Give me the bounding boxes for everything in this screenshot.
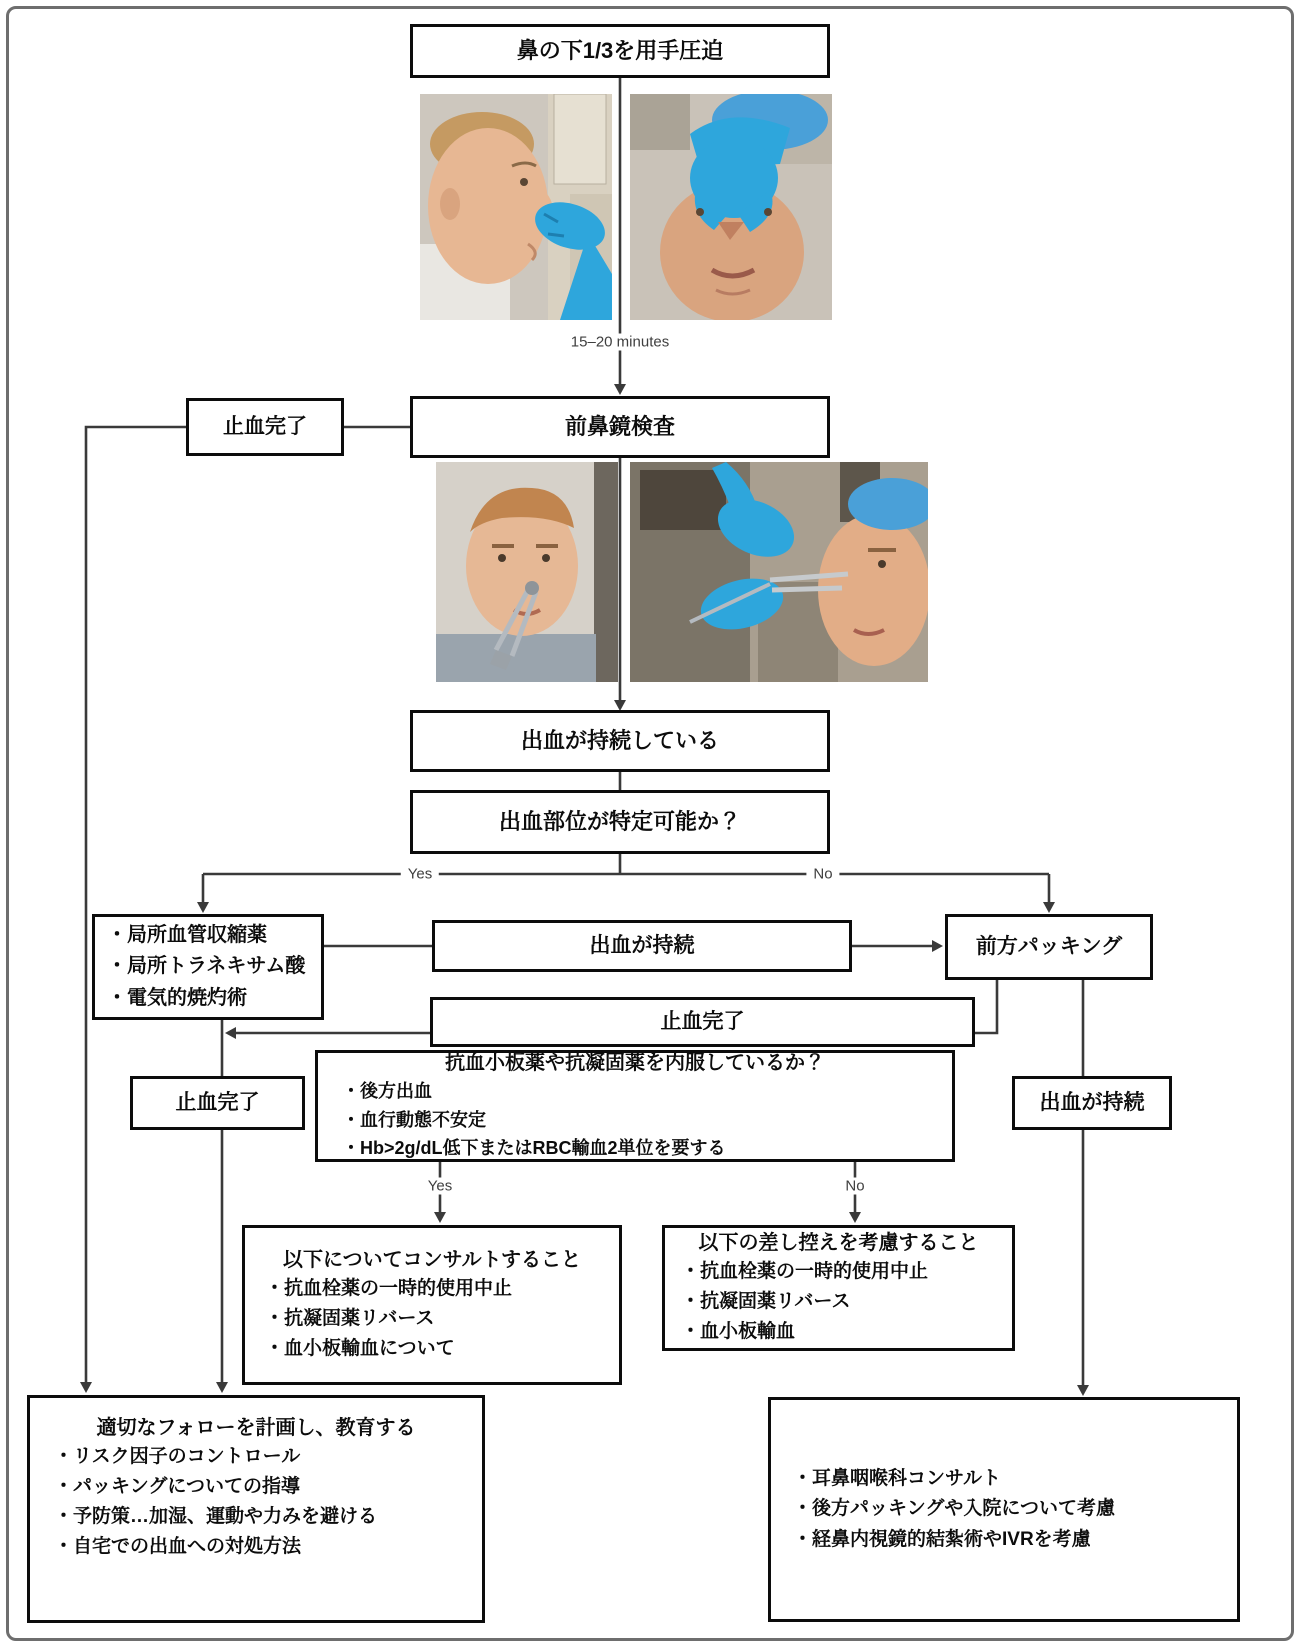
node-ent-box (768, 1397, 1240, 1622)
withhold-title: 以下の差し控えを考慮すること (698, 1231, 979, 1254)
local-treatment-item: ・電気的焼灼術 (107, 986, 247, 1009)
photo-manual-compression-front (630, 94, 832, 320)
branch-yes-drug-label: Yes (421, 1178, 459, 1195)
node-hemostasis-complete-1-label: 止血完了 (223, 415, 307, 439)
photo-rhinoscopy-side (630, 462, 928, 682)
followup-item: ・パッキングについての指導 (54, 1476, 301, 1498)
withhold-item: ・血小板輸血 (681, 1321, 796, 1343)
consult-item: ・抗凝固薬リバース (265, 1307, 435, 1329)
node-local-treatment-box (92, 914, 324, 1020)
node-bleeding-persists-mid-box (432, 920, 852, 972)
photo-rhinoscopy-front (436, 462, 618, 682)
wait-duration-label: 15–20 minutes (564, 334, 676, 351)
node-followup-box (27, 1395, 485, 1623)
drug-question-item: ・Hb>2g/dL低下またはRBC輸血2単位を要する (342, 1138, 726, 1159)
drug-question-item: ・血行動態不安定 (342, 1109, 486, 1130)
node-compress-box (410, 24, 830, 78)
followup-item: ・予防策…加湿、運動や力みを避ける (54, 1506, 378, 1528)
node-hemostasis-complete-2-label: 止血完了 (660, 1010, 745, 1034)
branch-no-site-label: No (806, 866, 839, 883)
node-site-question-label: 出血部位が特定可能か？ (498, 808, 741, 834)
drug-question-item: ・後方出血 (342, 1081, 432, 1102)
consult-title: 以下についてコンサルトすること (283, 1248, 581, 1271)
local-treatment-item: ・局所トラネキサム酸 (107, 955, 306, 978)
drug-question-title: 抗血小板薬や抗凝固薬を内服しているか？ (445, 1052, 825, 1075)
withhold-item: ・抗血栓薬の一時的使用中止 (681, 1260, 929, 1282)
node-hemostasis-complete-2-box (430, 997, 975, 1047)
node-withhold-box (662, 1225, 1015, 1351)
ent-item: ・耳鼻咽喉科コンサルト (793, 1468, 1002, 1490)
ent-item: ・経鼻内視鏡的結紮術やIVRを考慮 (793, 1528, 1091, 1550)
node-hemostasis-complete-1-box (186, 398, 344, 456)
consult-item: ・抗血栓薬の一時的使用中止 (265, 1277, 513, 1299)
consult-item: ・血小板輸血について (265, 1338, 455, 1359)
node-hemostasis-complete-3-box (130, 1076, 305, 1130)
withhold-item: ・抗凝固薬リバース (681, 1291, 851, 1312)
node-hemostasis-complete-3-label: 止血完了 (175, 1091, 260, 1115)
local-treatment-item: ・局所血管収縮薬 (107, 923, 267, 946)
followup-item: ・リスク因子のコントロール (54, 1446, 301, 1467)
branch-no-drug-label: No (838, 1178, 871, 1195)
node-anterior-packing-box (945, 914, 1153, 980)
node-anterior-packing-label: 前方パッキング (975, 935, 1123, 959)
node-consult-box (242, 1225, 622, 1385)
branch-yes-site-label: Yes (401, 866, 439, 883)
node-bleeding-persists-mid-label: 出血が持続 (589, 934, 695, 958)
node-bleeding-continuing-label: 出血が持続している (520, 727, 719, 753)
photo-manual-compression-side (420, 94, 612, 320)
node-bleeding-persists-right-box (1012, 1076, 1172, 1130)
node-drug-question-box (315, 1050, 955, 1162)
node-compress-label: 鼻の下1/3を用手圧迫 (516, 37, 724, 63)
node-bleeding-continuing-box (410, 710, 830, 772)
node-bleeding-persists-right-label: 出血が持続 (1039, 1091, 1145, 1115)
node-site-question-box (410, 790, 830, 854)
followup-item: ・自宅での出血への対処方法 (54, 1536, 302, 1558)
ent-item: ・後方パッキングや入院について考慮 (793, 1498, 1116, 1520)
node-rhinoscopy-label: 前鼻鏡検査 (564, 413, 675, 439)
followup-title: 適切なフォローを計画し、教育する (96, 1417, 416, 1439)
node-rhinoscopy-box (410, 396, 830, 458)
